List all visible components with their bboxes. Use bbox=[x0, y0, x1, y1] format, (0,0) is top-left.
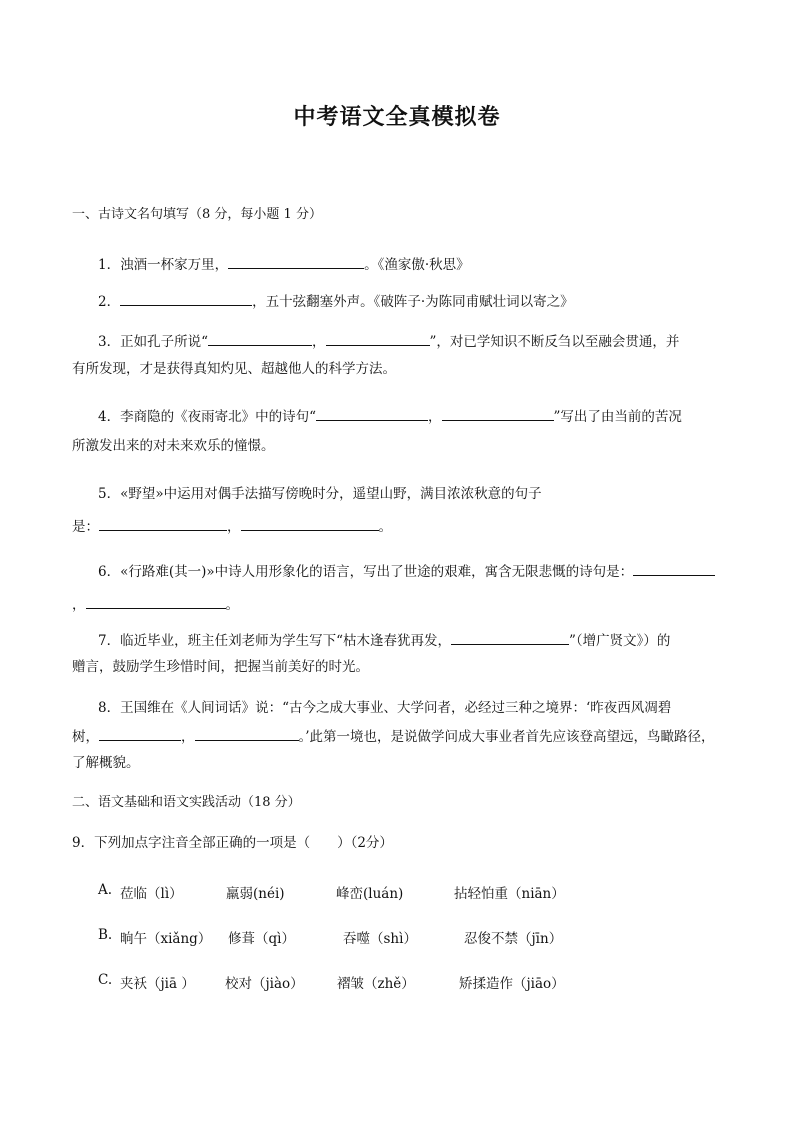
q8-text-2: 。’此第一境也，是说做学问成大事业者首先应该登高望远，鸟瞰路径， bbox=[298, 729, 715, 745]
question-3-line-2: 有所发现，才是获得真知灼见、超越他人的科学方法。 bbox=[72, 361, 396, 377]
q3-text: 3．正如孔子所说“ bbox=[98, 334, 208, 350]
q3-blank-2[interactable] bbox=[326, 331, 430, 346]
q4-blank-2[interactable] bbox=[442, 406, 554, 421]
question-8-line-2 bbox=[72, 726, 715, 747]
q4-text: 4．李商隐的《夜雨寄北》中的诗句“ bbox=[98, 409, 316, 425]
q1-text: 1．浊酒一杯家万里， bbox=[98, 257, 229, 273]
q8-comma: ， bbox=[181, 729, 195, 745]
option-a-item-4: 拈轻怕重（niān） bbox=[454, 886, 565, 902]
option-c-item-4: 矫揉造作（jiāo） bbox=[459, 976, 565, 992]
option-b-letter[interactable]: B. bbox=[98, 927, 113, 943]
q5-comma: ， bbox=[227, 519, 241, 535]
question-4 bbox=[98, 406, 682, 427]
section1-heading: 一、古诗文名句填写（8 分，每小题 1 分） bbox=[72, 207, 322, 222]
question-5: 5．«野望»中运用对偶手法描写傍晚时分，遥望山野，满目浓浓秋意的句子 bbox=[98, 486, 542, 502]
q3-comma: ， bbox=[312, 334, 326, 350]
option-b-item-2: 修葺（qì） bbox=[228, 931, 295, 947]
q1-blank[interactable] bbox=[228, 254, 364, 269]
option-a-item-2: 羸弱(néi) bbox=[226, 886, 285, 902]
q6-text: 6．«行路难(其一)»中诗人用形象化的语言，写出了世途的艰难，寓含无限悲慨的诗句是： bbox=[98, 564, 634, 580]
q4-blank-1[interactable] bbox=[316, 406, 428, 421]
question-8: 8．王国维在《人间词话》说：“古今之成大事业、大学问者，必经过三种之境界：‘昨夜西风凋碧 bbox=[98, 700, 672, 716]
page-title: 中考语文全真模拟卷 bbox=[293, 104, 501, 130]
option-c-item-2: 校对（jiào） bbox=[225, 976, 304, 992]
question-8-line-3: 了解概貌。 bbox=[72, 755, 140, 771]
question-3 bbox=[98, 331, 679, 352]
q3-text-2: ”，对已学知识不断反刍以至融会贯通，并 bbox=[429, 334, 680, 350]
q6-comma: ， bbox=[72, 597, 86, 613]
option-b-item-3: 吞噬（shì） bbox=[343, 931, 417, 947]
question-4-line-2: 所激发出来的对未来欢乐的憧憬。 bbox=[72, 438, 275, 454]
option-c-item-3: 褶皱（zhě） bbox=[337, 976, 415, 992]
q7-text-2: ”（增广贤文》）的 bbox=[569, 633, 671, 649]
question-1 bbox=[98, 254, 470, 275]
section2-heading: 二、语文基础和语文实践活动（18 分） bbox=[72, 795, 301, 810]
q4-comma: ， bbox=[428, 409, 442, 425]
q1-source: 。《渔家傲·秋思》 bbox=[364, 257, 470, 273]
question-9-stem: 9．下列加点字注音全部正确的一项是（ ）（2分） bbox=[72, 835, 393, 851]
q8-blank-1[interactable] bbox=[99, 726, 181, 741]
q6-blank-2[interactable] bbox=[86, 594, 226, 609]
q2-number: 2． bbox=[98, 294, 121, 310]
question-5-line-2 bbox=[72, 516, 392, 537]
q5-blank-2[interactable] bbox=[241, 516, 379, 531]
question-6 bbox=[98, 561, 715, 582]
q7-blank[interactable] bbox=[451, 630, 569, 645]
question-7 bbox=[98, 630, 670, 651]
question-2 bbox=[98, 291, 574, 312]
question-6-line-2 bbox=[72, 594, 239, 615]
q5-end: 。 bbox=[378, 519, 392, 535]
option-a-letter[interactable]: A. bbox=[98, 882, 113, 898]
q6-end: 。 bbox=[225, 597, 239, 613]
q6-blank-1[interactable] bbox=[633, 561, 715, 576]
option-b-item-1: 晌午（xiǎng） bbox=[120, 931, 212, 947]
q5-label: 是： bbox=[72, 519, 99, 535]
q8-blank-2[interactable] bbox=[195, 726, 299, 741]
q2-text: ，五十弦翻塞外声。《破阵子·为陈同甫赋壮词以寄之》 bbox=[252, 294, 574, 310]
option-a-item-1: 莅临（lì） bbox=[120, 886, 183, 902]
q2-blank[interactable] bbox=[120, 291, 252, 306]
question-7-line-2: 赠言，鼓励学生珍惜时间，把握当前美好的时光。 bbox=[72, 659, 369, 675]
q4-text-2: ”写出了由当前的苦况 bbox=[553, 409, 682, 425]
option-c-item-1: 夹袄（jiā ） bbox=[120, 976, 195, 992]
q7-text: 7．临近毕业，班主任刘老师为学生写下“枯木逢春犹再发， bbox=[98, 633, 451, 649]
option-a-item-3: 峰峦(luán) bbox=[336, 886, 404, 902]
option-c-letter[interactable]: C. bbox=[98, 972, 113, 988]
q8-word: 树， bbox=[72, 729, 99, 745]
q3-blank-1[interactable] bbox=[208, 331, 312, 346]
option-b-item-4: 忍俊不禁（jīn） bbox=[464, 931, 563, 947]
q5-blank-1[interactable] bbox=[99, 516, 227, 531]
